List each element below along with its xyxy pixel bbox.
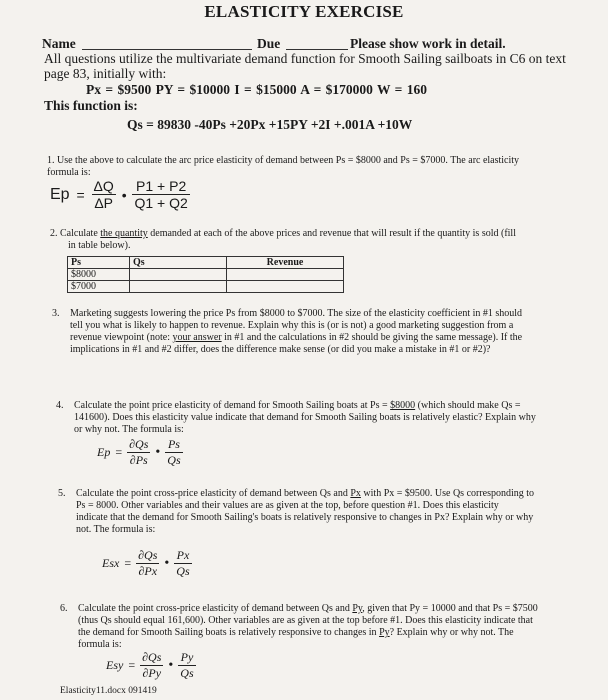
q4-line-1-pre: Calculate the point price elasticity of demand for Smooth Sailing boats at Ps =	[74, 400, 391, 411]
q6-line-3-pre: the demand for Smooth Sailing boats is relatively responsive to changes in	[78, 627, 380, 638]
col-header-revenue: Revenue	[227, 257, 344, 269]
cross-price-x-formula: Esx = $\frac{\partial Qs}{\partial Px}$ • $\frac{Px}{Qs}$	[102, 548, 190, 578]
q5-line-1-post: with Px = $9500. Use Qs corresponding to	[360, 488, 535, 499]
q3-line-2: tell you what is likely to happen to revenue. Explain why this is (or is not) a good marketing suggestion from a	[70, 320, 514, 331]
delta-fraction: $\frac{\Delta Q}{\Delta P}$	[93, 178, 114, 211]
q2-line-1-pre: 2. Calculate	[50, 228, 101, 239]
table-row	[68, 281, 344, 293]
q6-line-1-post: , given that Py = 10000 and that Ps = $7500	[362, 603, 538, 614]
q4-line-3: or why not. The formula is:	[74, 424, 184, 435]
table-row	[68, 269, 344, 281]
footer-filename: Elasticity11.docx 091419	[60, 686, 157, 696]
col-header-ps: Ps	[68, 257, 130, 269]
q6-line-3-underlined: Py	[379, 627, 390, 638]
q3-line-3-pre: revenue viewpoint (note:	[70, 332, 173, 343]
q5-line-2: Ps = 8000. Other variables and their values are as given at the top, before question #1. Does this elasticity	[76, 500, 499, 511]
q4-line-1-underlined: $8000	[390, 400, 416, 411]
arc-elasticity-formula: Ep = $\frac{\Delta Q}{\Delta P}$ • $\frac{P1 + P2}{Q1 + Q2}$	[50, 178, 188, 211]
q5-line-3: indicate that the demand for Smooth Sailing's boats is relatively responsive to changes in Px? Explain why or why	[76, 512, 534, 523]
instructions: Please show work in detail.	[350, 36, 506, 51]
q6-line-1-pre: Calculate the point cross-price elasticity of demand between Qs and	[78, 603, 353, 614]
q5-line-4: not. The formula is:	[76, 524, 156, 535]
due-label: Due	[257, 36, 281, 51]
point-elasticity-formula: Ep = $\frac{\partial Qs}{\partial Ps}$ • $\frac{Ps}{Qs}$	[97, 437, 181, 467]
table-cell-ps: $7000	[68, 281, 130, 293]
table-cell-qs[interactable]	[130, 281, 227, 293]
q6-line-3-post: ? Explain why or why not. The	[389, 627, 514, 638]
revenue-table	[67, 256, 344, 293]
page-title: ELASTICITY EXERCISE	[204, 2, 404, 21]
q6-number: 6.	[60, 603, 68, 614]
q3-line-4: implications in #1 and #2 differ, does the difference make sense (or did you make a mistake in #1 or #2)?	[70, 344, 491, 355]
q3-line-1: Marketing suggests lowering the price Ps from $8000 to $7000. The size of the elasticity coefficient in #1 should	[70, 308, 523, 319]
demand-function: Qs = 89830 -40Ps +20Px +15PY +2I +.001A +10W	[127, 117, 413, 132]
table-cell-ps: $8000	[68, 269, 130, 281]
q5-number: 5.	[58, 488, 66, 499]
q6-line-4: formula is:	[78, 639, 122, 650]
q1-line-1: 1. Use the above to calculate the arc price elasticity of demand between Ps = $8000 and Ps = $7000. The arc elasticity	[47, 155, 520, 166]
formula-lhs: Ep	[50, 185, 70, 203]
sum-fraction: $\frac{P1 + P2}{Q1 + Q2}$	[134, 178, 188, 211]
function-label: This function is:	[44, 98, 138, 113]
q4-line-2: 141600). Does this elasticity value indicate that demand for Smooth Sailing boats is relatively elastic? Explain why	[74, 412, 536, 423]
q2-line-1-underlined: the quantity	[100, 228, 148, 239]
cross-price-y-formula: Esy = $\frac{\partial Qs}{\partial Py}$ • $\frac{Py}{Qs}$	[106, 650, 194, 680]
name-blank-line	[82, 49, 252, 50]
q2-line-2: in table below).	[68, 240, 131, 251]
table-cell-revenue[interactable]	[227, 281, 344, 293]
table-cell-revenue[interactable]	[227, 269, 344, 281]
q5-line-1-underlined: Px	[350, 488, 361, 499]
name-label: Name	[42, 36, 76, 51]
q6-line-2: (thus Qs should equal 161,600). Other variables are as given at the top before #1. Does this elasticity indicate that	[78, 615, 533, 626]
table-cell-qs[interactable]	[130, 269, 227, 281]
due-blank-line	[286, 49, 348, 50]
initial-values: Px = $9500 PY = $10000 I = $15000 A = $170000 W = 160	[86, 82, 427, 97]
intro-line-1: All questions utilize the multivariate demand function for Smooth Sailing sailboats in C6 on text	[44, 51, 566, 66]
intro-line-2: page 83, initially with:	[44, 66, 167, 81]
q3-number: 3.	[52, 308, 60, 319]
q5-line-1-pre: Calculate the point cross-price elasticity of demand between Qs and	[76, 488, 351, 499]
q2-line-1-post: demanded at each of the above prices and revenue that will result if the quantity is sold (fill	[147, 228, 516, 239]
q4-line-1-post: (which should make Qs =	[415, 400, 521, 411]
q4-number: 4.	[56, 400, 64, 411]
q3-line-3-underlined: your answer	[172, 332, 222, 343]
q1-line-2: formula is:	[47, 167, 91, 178]
q3-line-3-post: in #1 and the calculations in #2 should be giving the same message). If the	[221, 332, 523, 343]
q6-line-1-underlined: Py	[352, 603, 363, 614]
col-header-qs: Qs	[130, 257, 227, 269]
